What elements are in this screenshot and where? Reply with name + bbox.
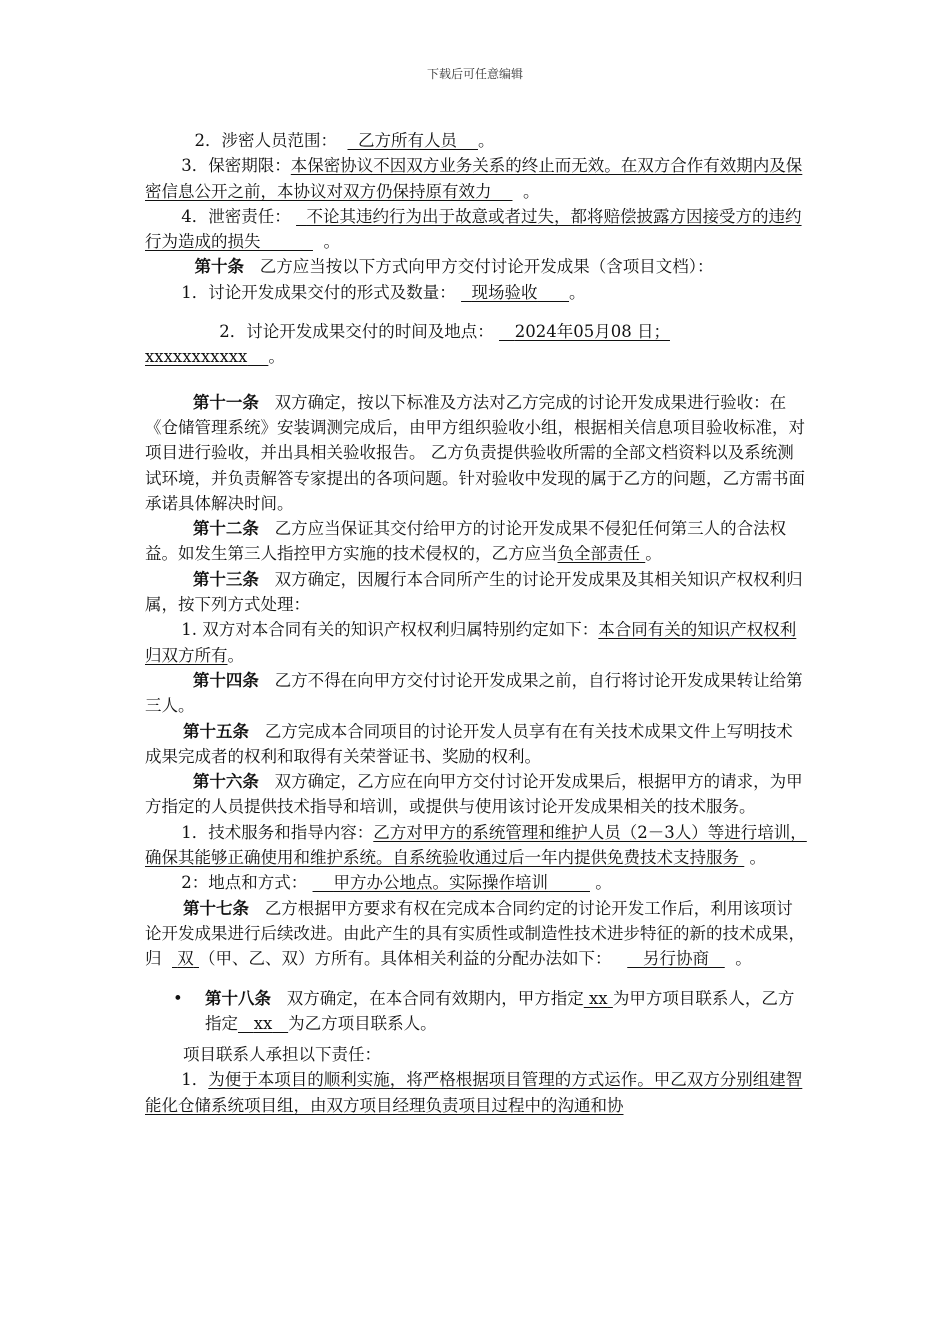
clause-16-item-1: 1．技术服务和指导内容：乙方对甲方的系统管理和维护人员（2－3人）等进行培训，确保其能够正确使用和维护系统。自系统验收通过后一年内提供免费技术支持服务 。 <box>145 822 807 868</box>
project-management-value: 为便于本项目的顺利实施，将严格根据项目管理的方式运作。甲乙双方分别组建智能化仓储系统项目组，由双方项目经理负责项目过程中的沟通和协 <box>145 1070 803 1115</box>
clause-16: 第十六条 双方确定，乙方应在向甲方交付讨论开发成果后，根据甲方的请求，为甲方指定的人员提供技术指导和培训，或提供与使用该讨论开发成果相关的技术服务。 <box>145 772 803 817</box>
clause-12: 第十二条 乙方应当保证其交付给甲方的讨论开发成果不侵犯任何第三人的合法权益。如发生第三人指控甲方实施的技术侵权的，乙方应当负全部责任 。 <box>145 519 787 564</box>
infringement-liability-value: 负全部责任 <box>557 544 640 564</box>
benefit-distribution-value: 另行协商 <box>643 949 709 969</box>
clause-12-title: 第十二条 <box>192 519 259 539</box>
clause-9-item-2: 2．涉密人员范围： 乙方所有人员 。 <box>194 131 495 150</box>
clause-11: 第十一条 双方确定，按以下标准及方法对乙方完成的讨论开发成果进行验收：在《仓储管理系统》安装调测完成后，由甲方组织验收小组，根据相关信息项目验收标准，对项目进行验收，并出具相关验收报告。 乙方负责提供验收所需的全部文档资料以及系统测试环境，并负责解答专家提出的各项问题。针对验收中发现的属于乙方的问题，乙方需书面承诺具体解决时间。 <box>145 392 805 513</box>
clause-9-item-4: 4．泄密责任： 不论其违约行为出于故意或者过失，都将赔偿披露方因接受方的违约行为造成的损失 。 <box>145 206 802 252</box>
ip-ownership-value: 本合同有关的知识产权权利归双方所有 <box>145 620 797 665</box>
clause-18-item-1: 1．为便于本项目的顺利实施，将严格根据项目管理的方式运作。甲乙双方分别组建智能化仓储系统项目组，由双方项目经理负责项目过程中的沟通和协 <box>145 1070 803 1115</box>
clause-13-item-1: 1. 双方对本合同有关的知识产权权利归属特别约定如下：本合同有关的知识产权权利归双方所有。 <box>145 620 797 665</box>
clause-9-item-3: 3．保密期限：本保密协议不因双方业务关系的终止而无效。在双方合作有效期内及保密信息公开之前，本协议对双方仍保持原有效力 。 <box>145 156 803 201</box>
clause-18-title: 第十八条 <box>205 988 271 1008</box>
clause-15-title: 第十五条 <box>182 721 249 741</box>
bullet-icon: • <box>173 988 183 1008</box>
party-a-contact-value: xx <box>589 988 608 1008</box>
contract-body <box>145 128 809 1118</box>
clause-10-item-1: 1．讨论开发成果交付的形式及数量： 现场验收 。 <box>181 282 586 302</box>
clause-10-item-2: 2．讨论开发成果交付的时间及地点： 2024年05月08 日；xxxxxxxxxxx 。 <box>145 322 670 367</box>
clause-16-item-2: 2：地点和方式： 甲方办公地点。实际操作培训 。 <box>181 873 612 893</box>
party-b-contact-value: xx <box>253 1013 273 1033</box>
clause-17-title: 第十七条 <box>182 898 249 918</box>
clause-13: 第十三条 双方确定，因履行本合同所产生的讨论开发成果及其相关知识产权权利归属，按下列方式处理： <box>145 569 803 615</box>
clause-10-title: 第十条 <box>194 257 244 277</box>
clause-17: 第十七条 乙方根据甲方要求有权在完成本合同约定的讨论开发工作后，利用该项讨论开发成果进行后续改进。由此产生的具有实质性或制造性技术进步特征的新的技术成果，归 双 （甲、乙、双）方所有。具体相关利益的分配办法如下： 另行协商 。 <box>145 898 805 969</box>
confidentiality-period-value: 本保密协议不因双方业务关系的终止而无效。在双方合作有效期内及保密信息公开之前，本协议对双方仍保持原有效力 <box>145 156 803 201</box>
contact-duties-heading: 项目联系人承担以下责任： <box>182 1045 381 1065</box>
clause-16-title: 第十六条 <box>192 772 259 792</box>
clause-15: 第十五条 乙方完成本合同项目的讨论开发人员享有在有关技术成果文件上写明技术成果完成者的权利和取得有关荣誉证书、奖励的权利。 <box>145 721 793 766</box>
delivery-form-value: 现场验收 <box>471 282 538 302</box>
clause-10: 第十条 乙方应当按以下方式向甲方交付讨论开发成果（含项目文档）： <box>194 257 714 277</box>
clause-14: 第十四条 乙方不得在向甲方交付讨论开发成果之前，自行将讨论开发成果转让给第三人。 <box>145 670 803 716</box>
confidential-personnel-value: 乙方所有人员 <box>358 131 457 150</box>
clause-14-title: 第十四条 <box>192 670 259 690</box>
page-header: 下载后可任意编辑 <box>426 67 523 81</box>
ownership-party-value: 双 <box>177 949 194 969</box>
tech-service-content-value: 乙方对甲方的系统管理和维护人员（2－3人）等进行培训，确保其能够正确使用和维护系统。自系统验收通过后一年内提供免费技术支持服务 <box>145 822 807 868</box>
service-location-value: 甲方办公地点。实际操作培训 <box>333 873 549 893</box>
delivery-time-place-value: 2024年05月08 日；xxxxxxxxxxx <box>145 322 670 367</box>
clause-13-title: 第十三条 <box>192 569 259 589</box>
clause-18: • 第十八条 双方确定，在本合同有效期内，甲方指定 xx 为甲方项目联系人，乙方指定 xx 为乙方项目联系人。 <box>145 986 809 1037</box>
clause-11-title: 第十一条 <box>192 392 259 412</box>
leak-liability-value: 不论其违约行为出于故意或者过失，都将赔偿披露方因接受方的违约行为造成的损失 <box>145 206 802 252</box>
